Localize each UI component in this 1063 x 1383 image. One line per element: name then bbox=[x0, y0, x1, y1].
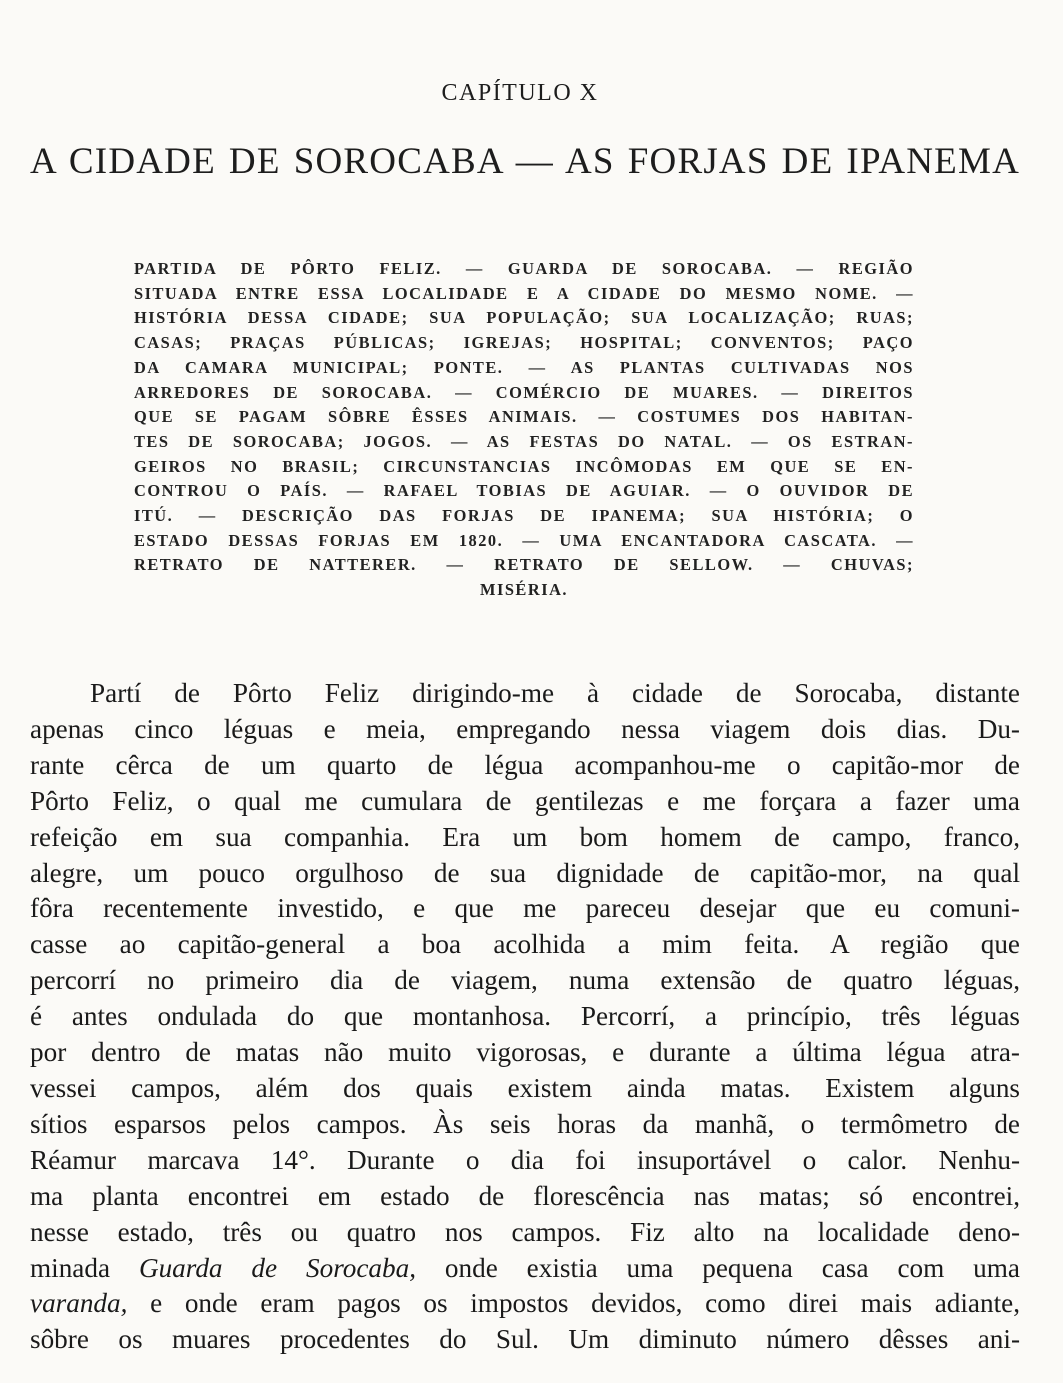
body-text-segment: e onde eram pagos os impostos devidos, como direi mais adiante, bbox=[127, 1288, 1020, 1319]
body-line: é antes ondulada do que montanhosa. Percorrí, a princípio, três léguas bbox=[30, 1001, 1020, 1032]
body-line: Pôrto Feliz, o qual me cumulara de gentilezas e me forçara a fazer uma bbox=[30, 785, 1020, 816]
body-line: Partí de Pôrto Feliz dirigindo-me à cidade de Sorocaba, distante bbox=[90, 678, 1020, 708]
body-line: sôbre os muares procedentes do Sul. Um diminuto número dêsses ani- bbox=[30, 1324, 1020, 1355]
summary-line: TES DE SOROCABA; JOGOS. — AS FESTAS DO NATAL. — OS ESTRAN- bbox=[134, 431, 914, 451]
body-text-segment: minada bbox=[30, 1252, 139, 1283]
body-line: refeição em sua companhia. Era um bom homem de campo, franco, bbox=[30, 821, 1020, 852]
body-line: ma planta encontrei em estado de florescência nas matas; só encontrei, bbox=[30, 1180, 1020, 1211]
body-paragraph bbox=[30, 676, 1020, 1358]
body-text-segment: onde existia uma pequena casa com uma bbox=[416, 1252, 1020, 1283]
body-line: por dentro de matas não muito vigorosas, e durante a última légua atra- bbox=[30, 1037, 1020, 1068]
summary-line: MISÉRIA. bbox=[479, 580, 569, 600]
chapter-summary bbox=[134, 257, 914, 603]
body-line: fôra recentemente investido, e que me pareceu desejar que eu comuni- bbox=[30, 893, 1020, 924]
body-line: percorrí no primeiro dia de viagem, numa extensão de quatro léguas, bbox=[30, 965, 1020, 996]
body-line: casse ao capitão-general a boa acolhida a mim feita. A região que bbox=[30, 929, 1020, 960]
summary-line: GEIROS NO BRASIL; CIRCUNSTANCIAS INCÔMODAS EM QUE SE EN- bbox=[134, 456, 914, 476]
summary-line: QUE SE PAGAM SÔBRE ÊSSES ANIMAIS. — COSTUMES DOS HABITAN- bbox=[134, 407, 914, 427]
summary-line: ITÚ. — DESCRIÇÃO DAS FORJAS DE IPANEMA; SUA HISTÓRIA; O bbox=[134, 506, 914, 526]
italic-place-name: Guarda de Sorocaba, bbox=[138, 1252, 416, 1283]
summary-line: ARREDORES DE SOROCABA. — COMÉRCIO DE MUARES. — DIREITOS bbox=[134, 382, 914, 402]
body-line: Réamur marcava 14°. Durante o dia foi insuportável o calor. Nenhu- bbox=[30, 1144, 1020, 1175]
summary-line: HISTÓRIA DESSA CIDADE; SUA POPULAÇÃO; SUA LOCALIZAÇÃO; RUAS; bbox=[134, 308, 914, 328]
body-line bbox=[30, 1286, 1020, 1322]
body-line: apenas cinco léguas e meia, empregando nessa viagem dois dias. Du- bbox=[30, 713, 1020, 744]
body-line: sítios esparsos pelos campos. Às seis horas da manhã, o termômetro de bbox=[30, 1108, 1020, 1139]
chapter-title: A CIDADE DE SOROCABA — AS FORJAS DE IPANEMA bbox=[30, 141, 1020, 182]
summary-line: ESTADO DESSAS FORJAS EM 1820. — UMA ENCANTADORA CASCATA. — bbox=[134, 530, 914, 550]
summary-line: CONTROU O PAÍS. — RAFAEL TOBIAS DE AGUIAR. — O OUVIDOR DE bbox=[134, 481, 914, 501]
body-line: alegre, um pouco orgulhoso de sua dignidade de capitão-mor, na qual bbox=[30, 857, 1020, 888]
body-line: nesse estado, três ou quatro nos campos. Fiz alto na localidade deno- bbox=[30, 1216, 1020, 1247]
summary-line: RETRATO DE NATTERER. — RETRATO DE SELLOW. — CHUVAS; bbox=[134, 555, 914, 575]
summary-line: CASAS; PRAÇAS PÚBLICAS; IGREJAS; HOSPITAL; CONVENTOS; PAÇO bbox=[134, 333, 914, 353]
summary-line: DA CAMARA MUNICIPAL; PONTE. — AS PLANTAS CULTIVADAS NOS bbox=[134, 357, 914, 377]
summary-line: PARTIDA DE PÔRTO FELIZ. — GUARDA DE SOROCABA. — REGIÃO bbox=[134, 259, 914, 278]
chapter-label: CAPÍTULO X bbox=[441, 80, 599, 106]
body-line: rante cêrca de um quarto de légua acompanhou-me o capitão-mor de bbox=[30, 749, 1020, 780]
summary-line: SITUADA ENTRE ESSA LOCALIDADE E A CIDADE DO MESMO NOME. — bbox=[134, 283, 914, 303]
body-line: vessei campos, além dos quais existem ainda matas. Existem alguns bbox=[30, 1072, 1020, 1103]
body-line bbox=[30, 1251, 1020, 1287]
italic-term: varanda, bbox=[30, 1288, 128, 1319]
